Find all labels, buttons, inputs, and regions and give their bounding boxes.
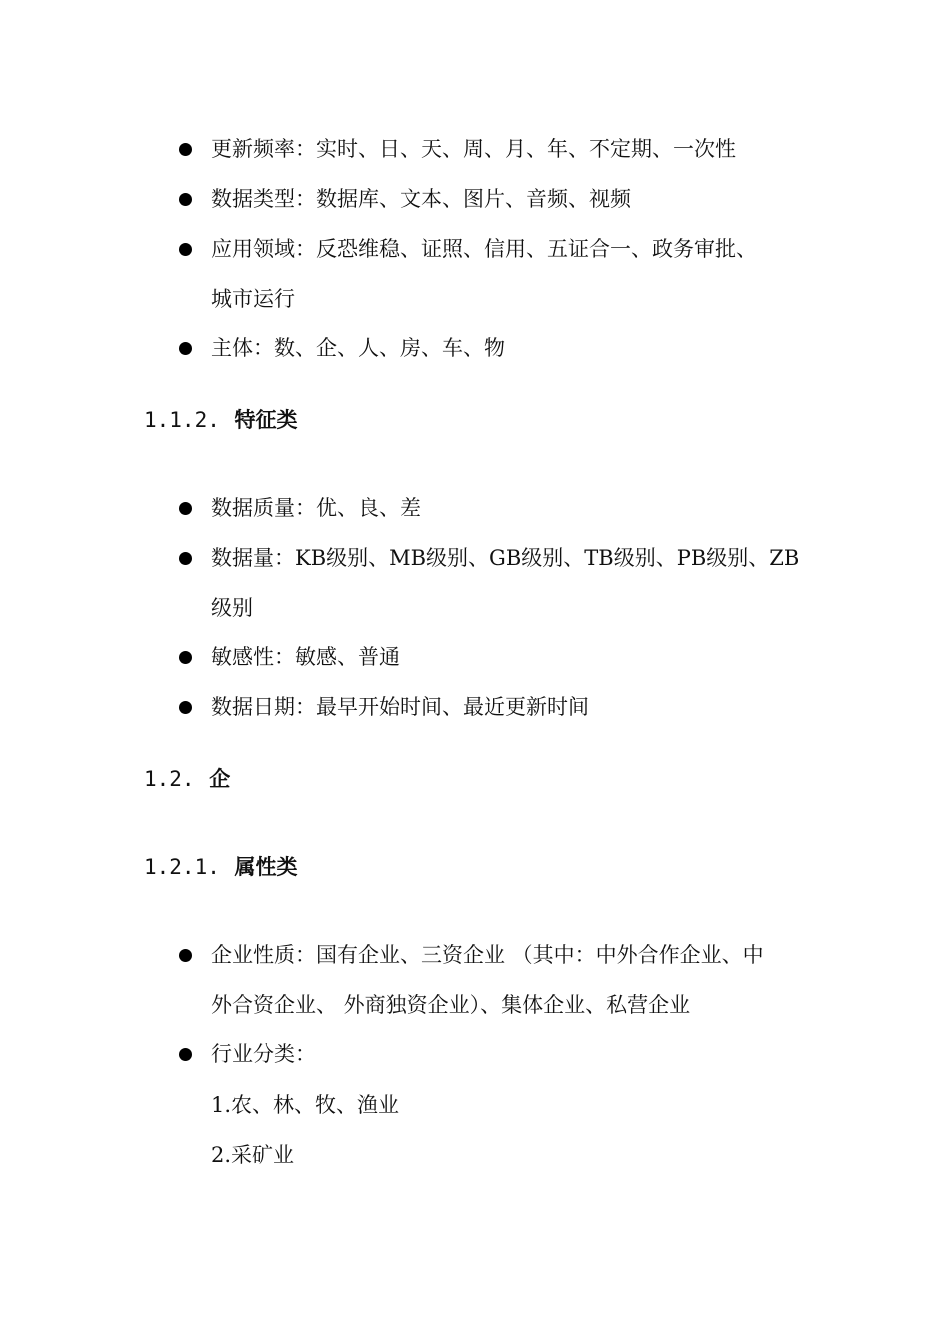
heading-title: 属性类 [234,854,298,879]
bullet-icon [179,143,192,156]
bullet-icon [179,701,192,714]
bullet-icon [179,949,192,962]
bullet-icon [179,342,192,355]
list-item-sensitivity: 敏感性：敏感、普通 [211,645,400,669]
bullet-icon [179,552,192,565]
list-item-application-domain-cont: 城市运行 [211,287,295,311]
section-heading-1-2 [144,765,230,793]
heading-number: 1.2.1. [144,855,220,879]
list-item-industry-category: 行业分类： [211,1042,316,1066]
list-item-data-volume: 数据量：KB级别、MB级别、GB级别、TB级别、PB级别、ZB [211,546,800,570]
list-item-application-domain: 应用领域：反恐维稳、证照、信用、五证合一、政务审批、 [211,237,757,261]
heading-number: 1.2. [144,767,195,791]
list-item-data-volume-cont: 级别 [211,596,253,620]
bullet-icon [179,193,192,206]
section-heading-1-1-2 [144,406,297,434]
bullet-icon [179,243,192,256]
heading-title: 企 [209,766,231,791]
list-item-subject: 主体：数、企、人、房、车、物 [211,336,505,360]
heading-title: 特征类 [234,407,298,432]
industry-subitem-1: 1.农、林、牧、渔业 [211,1093,400,1117]
section-heading-1-2-1 [144,853,297,881]
list-item-data-date: 数据日期：最早开始时间、最近更新时间 [211,695,589,719]
list-item-enterprise-nature: 企业性质：国有企业、三资企业 （其中：中外合作企业、中 [211,943,764,967]
list-item-data-type: 数据类型：数据库、文本、图片、音频、视频 [211,187,631,211]
industry-subitem-2: 2.采矿业 [211,1143,295,1167]
list-item-update-frequency: 更新频率：实时、日、天、周、月、年、不定期、一次性 [211,137,736,161]
bullet-icon [179,651,192,664]
bullet-icon [179,502,192,515]
list-item-data-quality: 数据质量：优、良、差 [211,496,421,520]
heading-number: 1.1.2. [144,408,220,432]
list-item-enterprise-nature-cont: 外合资企业、 外商独资企业）、集体企业、私营企业 [211,993,691,1017]
bullet-icon [179,1048,192,1061]
